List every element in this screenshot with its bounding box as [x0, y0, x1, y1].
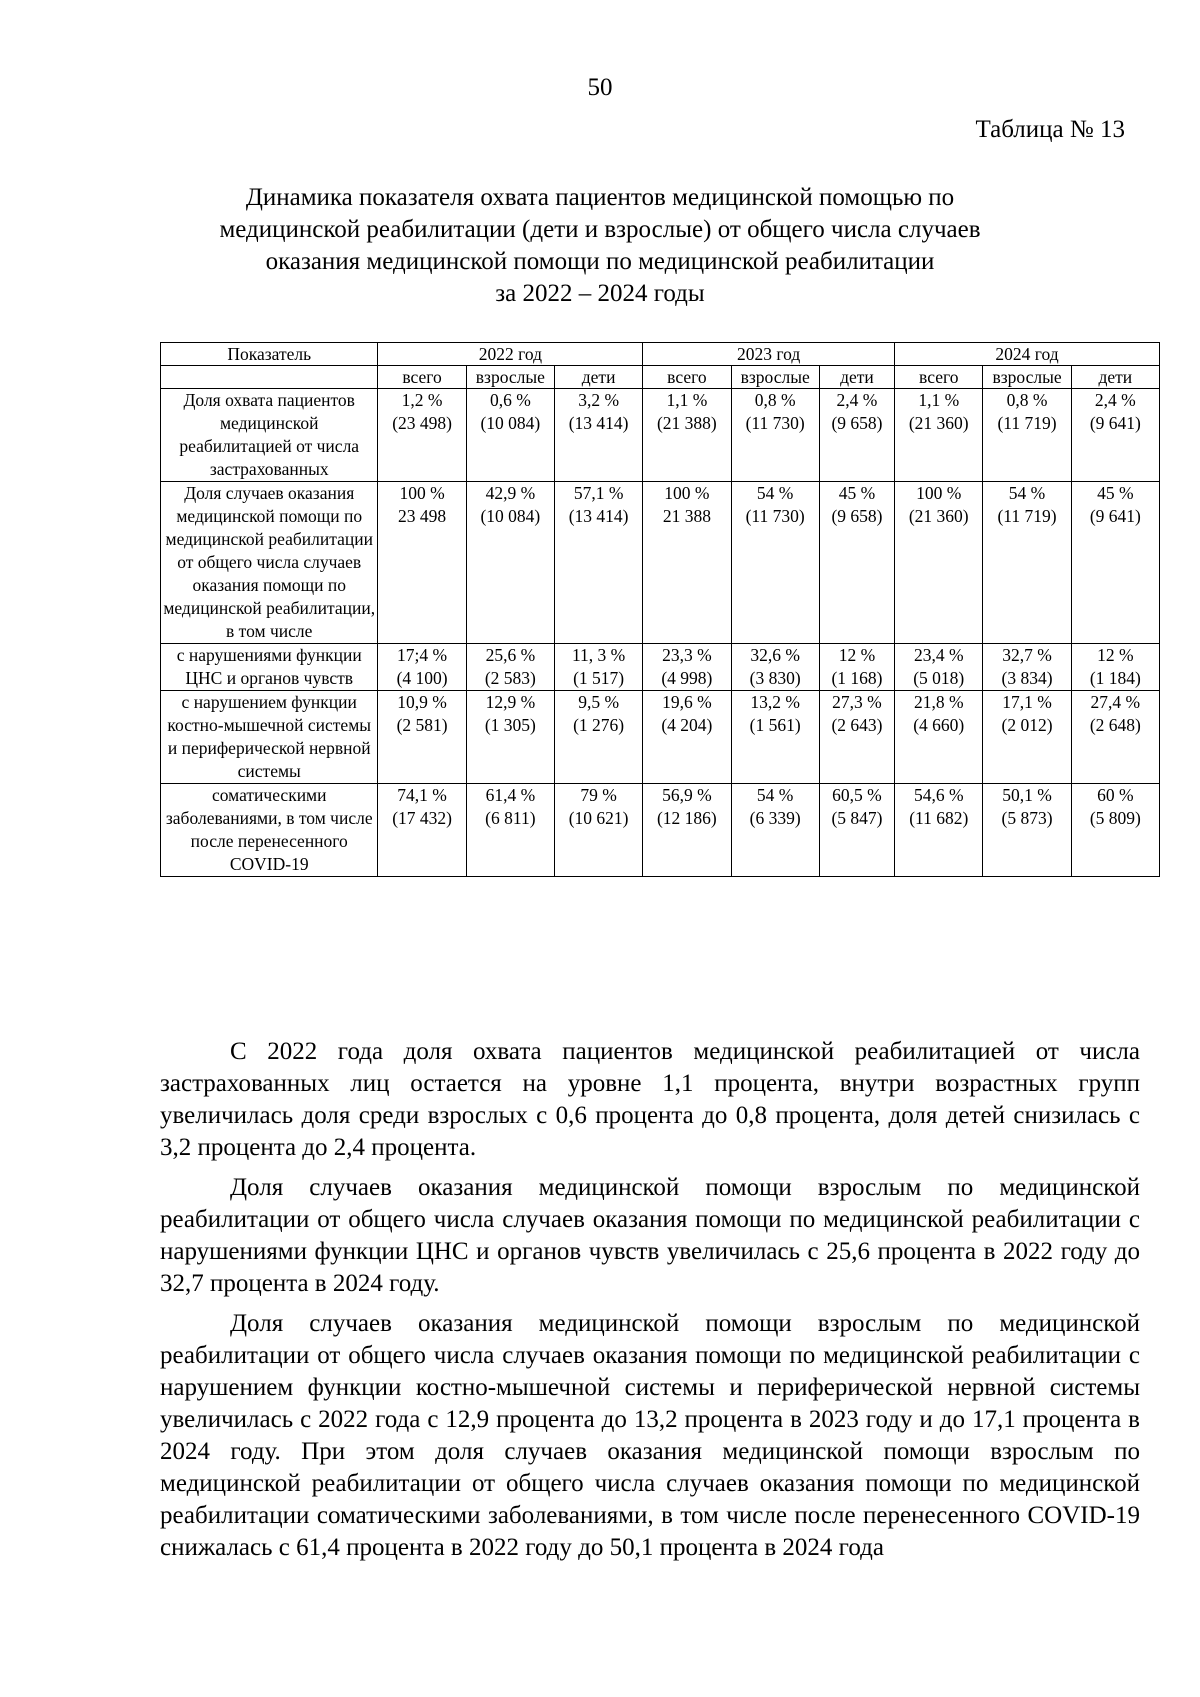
- title-line: Динамика показателя охвата пациентов медицинской помощью по: [245, 184, 955, 211]
- cell-count: (1 184): [1089, 668, 1141, 688]
- table-row: [161, 389, 1160, 482]
- value-cell: [554, 482, 642, 644]
- value-cell: [1071, 482, 1159, 644]
- cell-percent: 0,6 %: [489, 390, 531, 410]
- cell-percent: 3,2 %: [578, 390, 620, 410]
- value-cell: [466, 482, 554, 644]
- cell-percent: 1,1 %: [918, 390, 960, 410]
- group-header: дети: [1071, 366, 1159, 389]
- cell-percent: 17;4 %: [397, 645, 448, 665]
- cell-percent: 54 %: [756, 483, 794, 503]
- cell-count: (1 276): [573, 715, 625, 735]
- group-header: дети: [819, 366, 894, 389]
- cell-count: (21 388): [656, 413, 717, 433]
- cell-count: (13 414): [568, 413, 629, 433]
- value-cell: [466, 644, 554, 691]
- cell-count: (21 360): [908, 413, 969, 433]
- cell-count: 23 498: [398, 506, 447, 526]
- cell-percent: 2,4 %: [836, 390, 878, 410]
- cell-percent: 42,9 %: [485, 483, 536, 503]
- cell-count: (2 012): [1001, 715, 1053, 735]
- cell-count: (11 682): [909, 808, 969, 828]
- value-cell: [819, 691, 894, 784]
- cell-percent: 54 %: [756, 785, 794, 805]
- group-header: всего: [378, 366, 466, 389]
- cell-percent: 1,1 %: [666, 390, 708, 410]
- table-header-groups: [161, 366, 1160, 389]
- value-cell: [731, 691, 819, 784]
- cell-percent: 12 %: [1097, 645, 1134, 665]
- row-label: с нарушением функции костно-мышечной системы и периферической нервной системы: [167, 692, 372, 781]
- page-number: 50: [587, 74, 613, 101]
- value-cell: [731, 784, 819, 877]
- value-cell: [983, 389, 1071, 482]
- row-label: с нарушениями функции ЦНС и органов чувств: [176, 645, 362, 688]
- value-cell: [819, 644, 894, 691]
- value-cell: [1071, 691, 1159, 784]
- cell-count: (2 583): [484, 668, 536, 688]
- value-cell: [819, 389, 894, 482]
- row-label-cell: [161, 691, 378, 784]
- cell-count: (11 719): [997, 413, 1057, 433]
- value-cell: [731, 482, 819, 644]
- table-row: [161, 644, 1160, 691]
- cell-count: (4 204): [661, 715, 713, 735]
- cell-percent: 60 %: [1097, 785, 1134, 805]
- cell-percent: 27,4 %: [1090, 692, 1141, 712]
- cell-count: (11 730): [745, 413, 805, 433]
- cell-percent: 12,9 %: [485, 692, 536, 712]
- row-label-cell: [161, 482, 378, 644]
- cell-percent: 27,3 %: [832, 692, 882, 712]
- cell-count: (17 432): [392, 808, 452, 828]
- value-cell: [895, 482, 983, 644]
- cell-count: (5 873): [1001, 808, 1053, 828]
- cell-percent: 32,6 %: [750, 645, 800, 665]
- title-line: медицинской реабилитации (дети и взрослые) от общего числа случаев: [219, 216, 981, 243]
- cell-count: (10 084): [480, 506, 541, 526]
- cell-percent: 25,6 %: [485, 645, 536, 665]
- cell-count: (2 581): [396, 715, 448, 735]
- group-header: всего: [895, 366, 983, 389]
- value-cell: [466, 389, 554, 482]
- paragraph: С 2022 года доля охвата пациентов медицинской реабилитацией от числа застрахованных лиц остается на уровне 1,1 процента, внутри возрастных групп увеличилась доля среди взрослых с 0,6 процента до 0,8 процента, доля детей снизилась с 3,2 процента до 2,4 процента.: [160, 1038, 1140, 1161]
- cell-percent: 0,8 %: [1006, 390, 1048, 410]
- value-cell: [731, 644, 819, 691]
- cell-percent: 17,1 %: [1002, 692, 1052, 712]
- value-cell: [378, 644, 466, 691]
- value-cell: [554, 389, 642, 482]
- cell-percent: 23,3 %: [662, 645, 712, 665]
- value-cell: [643, 482, 731, 644]
- cell-percent: 54,6 %: [913, 785, 964, 805]
- cell-percent: 79 %: [580, 785, 617, 805]
- cell-percent: 13,2 %: [750, 692, 800, 712]
- cell-percent: 9,5 %: [578, 692, 620, 712]
- cell-count: (1 305): [484, 715, 536, 735]
- value-cell: [983, 784, 1071, 877]
- cell-percent: 57,1 %: [573, 483, 624, 503]
- cell-count: (4 998): [661, 668, 713, 688]
- document-title: [150, 182, 1050, 310]
- value-cell: [378, 691, 466, 784]
- value-cell: [1071, 784, 1159, 877]
- value-cell: [983, 482, 1071, 644]
- cell-percent: 19,6 %: [662, 692, 712, 712]
- value-cell: [466, 784, 554, 877]
- cell-percent: 45 %: [838, 483, 876, 503]
- table-row: [161, 691, 1160, 784]
- row-label-cell: [161, 389, 378, 482]
- table-row: [161, 784, 1160, 877]
- cell-percent: 100 %: [664, 483, 710, 503]
- cell-count: (6 339): [749, 808, 801, 828]
- group-header: взрослые: [466, 366, 554, 389]
- group-header: дети: [554, 366, 642, 389]
- indicator-header: Показатель: [161, 343, 378, 366]
- group-header: взрослые: [983, 366, 1071, 389]
- value-cell: [983, 644, 1071, 691]
- cell-percent: 1,2 %: [401, 390, 443, 410]
- cell-percent: 32,7 %: [1002, 645, 1052, 665]
- group-header: взрослые: [731, 366, 819, 389]
- cell-percent: 50,1 %: [1002, 785, 1052, 805]
- cell-count: (1 517): [573, 668, 625, 688]
- cell-count: (10 084): [480, 413, 541, 433]
- value-cell: [554, 644, 642, 691]
- value-cell: [378, 482, 466, 644]
- cell-count: (4 100): [396, 668, 448, 688]
- value-cell: [643, 784, 731, 877]
- cell-percent: 12 %: [838, 645, 876, 665]
- cell-count: (11 719): [997, 506, 1057, 526]
- value-cell: [895, 644, 983, 691]
- row-label-cell: [161, 644, 378, 691]
- cell-count: (1 168): [831, 668, 883, 688]
- cell-count: (23 498): [392, 413, 452, 433]
- cell-count: (3 830): [749, 668, 801, 688]
- cell-percent: 100 %: [399, 483, 445, 503]
- value-cell: [1071, 644, 1159, 691]
- value-cell: [819, 482, 894, 644]
- value-cell: [643, 389, 731, 482]
- cell-count: (13 414): [568, 506, 629, 526]
- value-cell: [378, 389, 466, 482]
- value-cell: [819, 784, 894, 877]
- cell-count: (9 641): [1089, 506, 1141, 526]
- cell-percent: 21,8 %: [913, 692, 964, 712]
- cell-percent: 2,4 %: [1094, 390, 1136, 410]
- value-cell: [895, 784, 983, 877]
- cell-percent: 61,4 %: [485, 785, 536, 805]
- header-blank: [161, 366, 378, 389]
- cell-count: (12 186): [656, 808, 717, 828]
- group-header: всего: [643, 366, 731, 389]
- cell-count: (1 561): [749, 715, 801, 735]
- year-header: 2024 год: [895, 343, 1160, 366]
- cell-percent: 56,9 %: [662, 785, 712, 805]
- statistics-table: [160, 342, 1160, 877]
- value-cell: [983, 691, 1071, 784]
- paragraph: Доля случаев оказания медицинской помощи взрослым по медицинской реабилитации от общего числа случаев оказания помощи по медицинской реабилитации с нарушениями функции ЦНС и органов чувств увеличилась с 25,6 процента в 2022 году до 32,7 процента в 2024 году.: [160, 1174, 1140, 1297]
- cell-count: (2 648): [1089, 715, 1141, 735]
- cell-percent: 23,4 %: [913, 645, 964, 665]
- year-header: 2022 год: [378, 343, 643, 366]
- value-cell: [643, 644, 731, 691]
- cell-count: (5 018): [913, 668, 965, 688]
- cell-count: (11 730): [745, 506, 805, 526]
- cell-percent: 100 %: [916, 483, 962, 503]
- row-label: соматическими заболеваниями, в том числе после перенесенного COVID-19: [165, 785, 373, 874]
- row-label-cell: [161, 784, 378, 877]
- row-label: Доля случаев оказания медицинской помощи по медицинской реабилитации от общего числа случаев оказания помощи по медицинской реабилитации, в том числе: [163, 483, 376, 641]
- cell-count: (2 643): [831, 715, 883, 735]
- cell-count: (9 658): [831, 413, 883, 433]
- value-cell: [378, 784, 466, 877]
- year-header: 2023 год: [643, 343, 895, 366]
- value-cell: [466, 691, 554, 784]
- cell-percent: 60,5 %: [832, 785, 882, 805]
- value-cell: [554, 691, 642, 784]
- cell-percent: 0,8 %: [754, 390, 796, 410]
- body-text: [160, 1036, 1140, 1572]
- table-label: Таблица № 13: [975, 116, 1125, 143]
- cell-count: (9 641): [1089, 413, 1141, 433]
- cell-count: (9 658): [831, 506, 883, 526]
- cell-percent: 10,9 %: [397, 692, 447, 712]
- table-row: [161, 482, 1160, 644]
- table-header-years: [161, 343, 1160, 366]
- cell-count: (21 360): [908, 506, 969, 526]
- paragraph: Доля случаев оказания медицинской помощи взрослым по медицинской реабилитации от общего числа случаев оказания помощи по медицинской реабилитации с нарушением функции костно-мышечной системы и периферической нервной системы увеличилась с 2022 года с 12,9 процента до 13,2 процента в 2023 году и до 17,1 процента в 2024 году. При этом доля случаев оказания медицинской помощи взрослым по медицинской реабилитации от общего числа случаев оказания помощи по медицинской реабилитации соматическими заболеваниями, в том числе после перенесенного COVID-19 снижалась с 61,4 процента в 2022 году до 50,1 процента в 2024 года: [160, 1310, 1140, 1561]
- value-cell: [895, 691, 983, 784]
- row-label: Доля охвата пациентов медицинской реабилитацией от числа застрахованных: [179, 390, 360, 479]
- title-line: оказания медицинской помощи по медицинской реабилитации: [265, 248, 935, 275]
- value-cell: [895, 389, 983, 482]
- value-cell: [554, 784, 642, 877]
- table-body: [161, 389, 1160, 877]
- cell-count: (4 660): [913, 715, 965, 735]
- cell-percent: 11, 3 %: [571, 645, 626, 665]
- cell-count: (6 811): [485, 808, 536, 828]
- cell-count: (3 834): [1001, 668, 1053, 688]
- value-cell: [731, 389, 819, 482]
- cell-percent: 74,1 %: [397, 785, 447, 805]
- value-cell: [643, 691, 731, 784]
- cell-count: (5 809): [1089, 808, 1141, 828]
- cell-count: 21 388: [662, 506, 711, 526]
- cell-count: (5 847): [831, 808, 883, 828]
- cell-percent: 45 %: [1097, 483, 1134, 503]
- cell-count: (10 621): [568, 808, 629, 828]
- title-line: за 2022 – 2024 годы: [495, 280, 705, 307]
- value-cell: [1071, 389, 1159, 482]
- cell-percent: 54 %: [1008, 483, 1046, 503]
